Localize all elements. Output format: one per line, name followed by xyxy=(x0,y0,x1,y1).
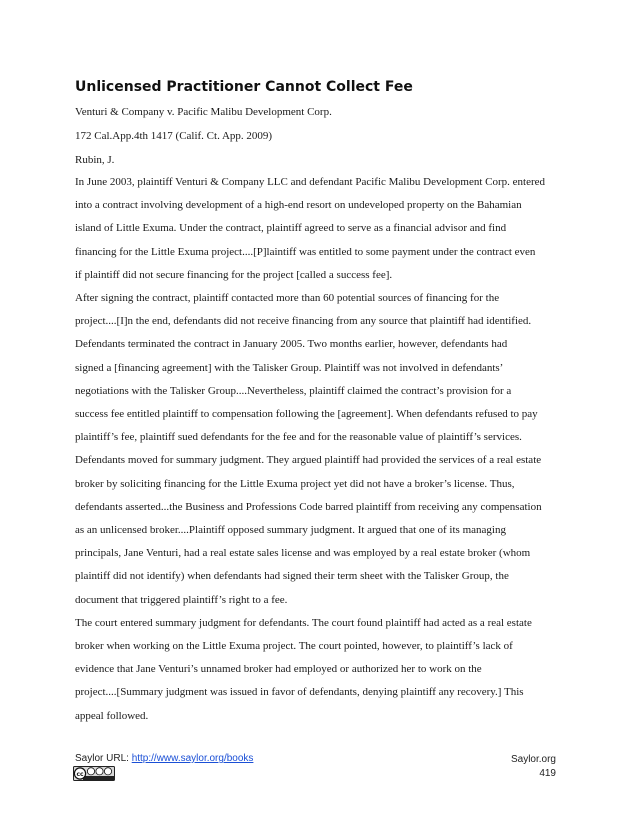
body-text-line: island of Little Exuma. Under the contract, plaintiff agreed to serve as a financial advisor and find xyxy=(75,222,507,235)
body-text-line: Defendants terminated the contract in January 2005. Two months earlier, however, defendants had xyxy=(75,338,508,351)
body-text-line: evidence that Jane Venturi’s unnamed broker had employed or authorized her to work on the xyxy=(75,663,482,676)
footer-url-label: Saylor URL: xyxy=(75,753,132,764)
body-text-line: success fee entitled plaintiff to compensation following the [agreement]. When defendants refused to pay xyxy=(75,408,538,420)
body-text-line: plaintiff’s fee, plaintiff sued defendants for the fee and for the reasonable value of plaintiff’s services. xyxy=(75,431,522,444)
case-name: Venturi & Company v. Pacific Malibu Development Corp. xyxy=(75,106,332,118)
judge-name: Rubin, J. xyxy=(75,154,115,166)
body-text-line: project....[Summary judgment was issued in favor of defendants, denying plaintiff any recovery.] This xyxy=(75,686,524,699)
body-text-line: broker when working on the Little Exuma project. The court pointed, however, to plaintiff’s lack of xyxy=(75,640,513,652)
svg-text:cc: cc xyxy=(76,770,84,778)
footer-page-info xyxy=(511,753,556,781)
footer-site: Saylor.org xyxy=(510,754,556,765)
page-number: 419 xyxy=(539,768,556,779)
creative-commons-license-icon xyxy=(73,766,115,781)
body-text-line: defendants asserted...the Business and Professions Code barred plaintiff from receiving any compensation xyxy=(75,500,542,513)
footer-source xyxy=(75,753,253,764)
body-text-line: financing for the Little Exuma project....[P]laintiff was entitled to some payment under the contract even xyxy=(75,245,536,258)
page-title: Unlicensed Practitioner Cannot Collect Fee xyxy=(75,79,413,95)
body-text-line: signed a [financing agreement] with the Talisker Group. Plaintiff was not involved in defendants’ xyxy=(75,361,504,374)
body-text-line: Defendants moved for summary judgment. They argued plaintiff had provided the services of a real estate xyxy=(75,454,542,467)
body-text-line: project....[I]n the end, defendants did not receive financing from any source that plaintiff had identified. xyxy=(75,315,532,328)
body-text-line: broker by soliciting financing for the Little Exuma project yet did not have a broker’s license. Thus, xyxy=(75,477,515,490)
body-text-line: After signing the contract, plaintiff contacted more than 60 potential sources of financing for the xyxy=(75,292,500,304)
case-citation: 172 Cal.App.4th 1417 (Calif. Ct. App. 2009) xyxy=(75,130,273,142)
body-text-line: if plaintiff did not secure financing for the project [called a success fee]. xyxy=(75,268,393,281)
body-text-line: appeal followed. xyxy=(75,709,149,722)
body-text-line: plaintiff did not identify) when defendants had signed their term sheet with the Talisker Group, the xyxy=(75,570,509,583)
body-text-line: into a contract involving development of a high-end resort on undeveloped property on the Bahamian xyxy=(75,199,522,212)
body-text-line: as an unlicensed broker....Plaintiff opposed summary judgment. It argued that one of its managing xyxy=(75,524,506,536)
body-text-line: The court entered summary judgment for defendants. The court found plaintiff had acted as a real estate xyxy=(75,616,532,629)
body-text-line: document that triggered plaintiff’s right to a fee. xyxy=(75,593,288,606)
body-text-line: In June 2003, plaintiff Venturi & Company LLC and defendant Pacific Malibu Development Corp. entered xyxy=(75,176,546,188)
body-text-line: principals, Jane Venturi, had a real estate sales license and was employed by a real estate broker (whom xyxy=(75,547,531,560)
body-text-line: negotiations with the Talisker Group....Nevertheless, plaintiff claimed the contract’s provision for a xyxy=(75,384,512,397)
saylor-books-link[interactable]: http://www.saylor.org/books xyxy=(131,753,254,764)
